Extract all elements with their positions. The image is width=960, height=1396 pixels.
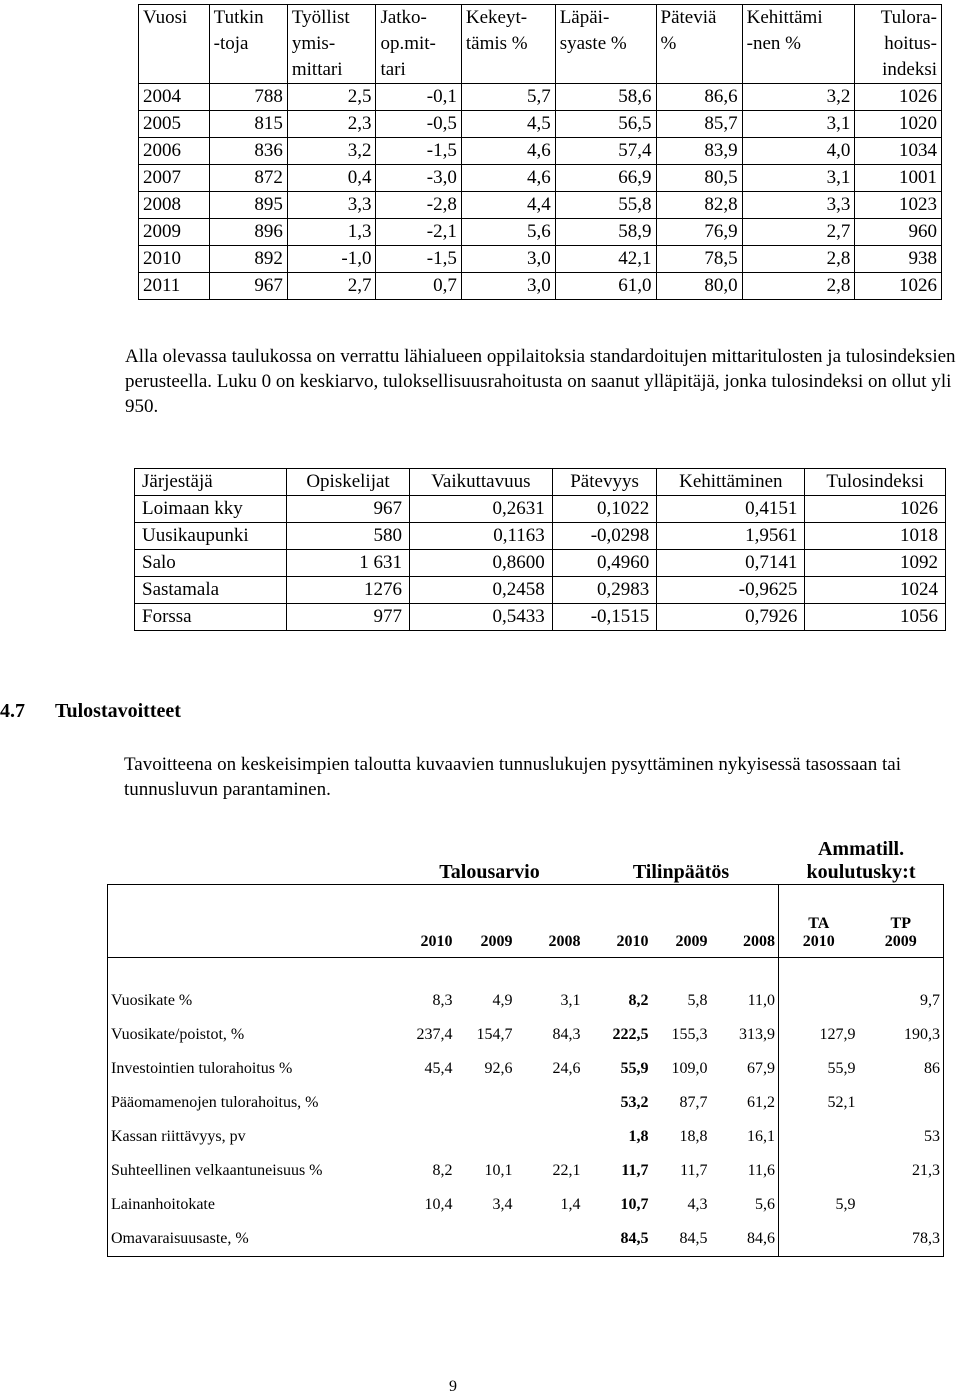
value-cell: 1026 [855, 84, 942, 111]
table-row [135, 523, 946, 550]
group-talousarvio: Talousarvio [439, 861, 540, 883]
value-cell: 5,8 [687, 992, 708, 1009]
value-cell: 42,1 [555, 246, 656, 273]
value-cell: -3,0 [376, 165, 461, 192]
value-cell: 895 [209, 192, 287, 219]
header-line: op.mit- [380, 33, 436, 54]
value-cell: 836 [209, 138, 287, 165]
group-ammatill-line2: koulutusky:t [806, 861, 916, 883]
header-line: -toja [213, 33, 249, 54]
value-cell: 2,5 [287, 84, 376, 111]
indicator-label: Omavaraisuusaste, % [108, 1222, 396, 1257]
value-cell: 0,4151 [657, 496, 805, 523]
value-cell: 80,5 [656, 165, 742, 192]
value-cell: 84,6 [711, 1222, 779, 1257]
value-cell: 3,1 [742, 111, 855, 138]
value-cell: 190,3 [859, 1018, 944, 1052]
value-cell: 892 [209, 246, 287, 273]
provider-column-header: Opiskelijat [287, 469, 410, 496]
value-cell: -1,5 [376, 138, 461, 165]
value-cell: -2,8 [376, 192, 461, 219]
results-column-header [209, 5, 287, 84]
results-table [138, 4, 942, 300]
indicator-label: Vuosikate/poistot, % [108, 1018, 396, 1052]
value-cell: -0,1 [376, 84, 461, 111]
value-cell: 0,2458 [410, 577, 553, 604]
value-cell: 8,2 [432, 1162, 453, 1179]
tp-label: TP [890, 915, 911, 932]
value-cell: 967 [287, 496, 410, 523]
table-row [108, 1120, 944, 1154]
value-cell: 83,9 [656, 138, 742, 165]
value-cell: 872 [209, 165, 287, 192]
header-line: Päteviä [660, 7, 717, 28]
value-cell: 76,9 [656, 219, 742, 246]
indicator-label: Investointien tulorahoitus % [108, 1052, 396, 1086]
value-cell: 52,1 [827, 1094, 856, 1111]
year-cell: 2007 [139, 165, 210, 192]
group-ammatill [779, 814, 944, 885]
value-cell: 580 [287, 523, 410, 550]
value-cell: 3,3 [287, 192, 376, 219]
year-header: 2008 [711, 885, 779, 958]
value-cell: 1,4 [560, 1196, 581, 1213]
value-cell [859, 1086, 944, 1120]
ta-year: 2010 [802, 933, 835, 950]
value-cell: 1 631 [287, 550, 410, 577]
provider-comparison-table [134, 468, 946, 631]
results-table-header [139, 5, 942, 84]
value-cell: 155,3 [671, 1026, 708, 1043]
table-row [139, 219, 942, 246]
financial-table-group-header [108, 814, 944, 885]
group-tilinpaatos: Tilinpäätös [632, 861, 730, 883]
table-row [108, 1222, 944, 1257]
value-cell: 3,2 [287, 138, 376, 165]
value-cell: 10,7 [620, 1196, 649, 1213]
value-cell: 237,4 [416, 1026, 453, 1043]
header-line: tämis % [465, 33, 528, 54]
value-cell: 4,0 [742, 138, 855, 165]
results-column-header [461, 5, 555, 84]
value-cell: 92,6 [484, 1060, 513, 1077]
value-cell: 4,6 [461, 138, 555, 165]
value-cell: 11,0 [711, 984, 779, 1018]
value-cell: 896 [209, 219, 287, 246]
value-cell [859, 1188, 944, 1222]
tp-header [859, 885, 944, 958]
value-cell: 22,1 [552, 1162, 581, 1179]
indicator-label: Pääomamenojen tulorahoitus, % [108, 1086, 396, 1120]
value-cell: 2,8 [742, 246, 855, 273]
value-cell: 1026 [805, 496, 946, 523]
table-row [108, 1018, 944, 1052]
table-row [139, 273, 942, 300]
section-title: Tulostavoitteet [55, 700, 181, 722]
year-header: 2010 [396, 885, 456, 958]
value-cell: 3,2 [742, 84, 855, 111]
value-cell: 67,9 [711, 1052, 779, 1086]
value-cell: 3,3 [742, 192, 855, 219]
table-row [135, 496, 946, 523]
provider-name-cell: Loimaan kky [135, 496, 287, 523]
value-cell: 127,9 [819, 1026, 856, 1043]
value-cell [779, 984, 859, 1018]
results-column-header [376, 5, 461, 84]
value-cell: 87,7 [679, 1094, 708, 1111]
header-line: hoitus- [884, 33, 937, 54]
value-cell [456, 1120, 516, 1154]
value-cell: 24,6 [552, 1060, 581, 1077]
table-row [108, 1188, 944, 1222]
value-cell: 4,5 [461, 111, 555, 138]
results-column-header [855, 5, 942, 84]
value-cell: 4,4 [461, 192, 555, 219]
value-cell: 1020 [855, 111, 942, 138]
value-cell: 11,7 [621, 1162, 649, 1179]
value-cell: 3,4 [492, 1196, 513, 1213]
financial-indicators-table [107, 814, 944, 1257]
table-row [108, 1052, 944, 1086]
header-line: tari [380, 59, 406, 80]
value-cell: 45,4 [424, 1060, 453, 1077]
year-cell: 2006 [139, 138, 210, 165]
tp-year: 2009 [884, 933, 917, 950]
value-cell: 84,5 [652, 1222, 711, 1257]
value-cell: 2,7 [287, 273, 376, 300]
table-row [139, 138, 942, 165]
value-cell [516, 1222, 584, 1257]
year-header: 2008 [516, 885, 584, 958]
value-cell: 4,6 [461, 165, 555, 192]
value-cell: 1023 [855, 192, 942, 219]
value-cell: 78,3 [859, 1222, 944, 1257]
provider-name-cell: Forssa [135, 604, 287, 631]
header-line: syaste % [559, 33, 627, 54]
value-cell: 1018 [805, 523, 946, 550]
value-cell: 4,9 [492, 992, 513, 1009]
value-cell: 109,0 [671, 1060, 708, 1077]
value-cell: 1092 [805, 550, 946, 577]
value-cell: 1026 [855, 273, 942, 300]
group-ammatill-line1: Ammatill. [817, 838, 905, 860]
value-cell: 61,2 [711, 1086, 779, 1120]
value-cell: 0,1163 [410, 523, 553, 550]
provider-name-cell: Salo [135, 550, 287, 577]
year-cell: 2005 [139, 111, 210, 138]
value-cell: 21,3 [859, 1154, 944, 1188]
results-column-header [287, 5, 376, 84]
value-cell: 1,9561 [657, 523, 805, 550]
page-number: 9 [449, 1378, 457, 1395]
header-line: Tulora- [880, 7, 937, 28]
value-cell: 10,4 [424, 1196, 453, 1213]
value-cell: 0,4960 [552, 550, 657, 577]
value-cell: 815 [209, 111, 287, 138]
value-cell: 2,3 [287, 111, 376, 138]
value-cell: 313,9 [711, 1018, 779, 1052]
year-cell: 2008 [139, 192, 210, 219]
table-row [139, 192, 942, 219]
value-cell: 56,5 [555, 111, 656, 138]
section-number: 4.7 [0, 700, 25, 722]
table-row [139, 246, 942, 273]
value-cell: 2,7 [742, 219, 855, 246]
header-line: Kekeyt- [465, 7, 528, 28]
value-cell: 1001 [855, 165, 942, 192]
value-cell: -0,0298 [552, 523, 657, 550]
value-cell: 58,6 [555, 84, 656, 111]
table-row [135, 577, 946, 604]
value-cell: 0,1022 [552, 496, 657, 523]
value-cell: 0,2631 [410, 496, 553, 523]
value-cell: -0,9625 [657, 577, 805, 604]
section-heading [0, 700, 181, 723]
value-cell: 16,1 [711, 1120, 779, 1154]
value-cell: 86 [859, 1052, 944, 1086]
header-line: -nen % [746, 33, 801, 54]
value-cell: 53,2 [620, 1094, 649, 1111]
value-cell: 82,8 [656, 192, 742, 219]
value-cell: 154,7 [476, 1026, 513, 1043]
value-cell [516, 1086, 584, 1120]
value-cell [779, 1222, 859, 1257]
value-cell: 1034 [855, 138, 942, 165]
results-column-header [555, 5, 656, 84]
value-cell: 86,6 [656, 84, 742, 111]
value-cell: 0,4 [287, 165, 376, 192]
value-cell: 1024 [805, 577, 946, 604]
value-cell: -0,1515 [552, 604, 657, 631]
value-cell: 938 [855, 246, 942, 273]
value-cell: 3,0 [461, 273, 555, 300]
value-cell: 57,4 [555, 138, 656, 165]
header-line: Työllist [291, 7, 350, 28]
value-cell: 1276 [287, 577, 410, 604]
value-cell: 11,7 [680, 1162, 708, 1179]
year-header: 2009 [456, 885, 516, 958]
value-cell: 1,8 [628, 1128, 649, 1145]
ta-label: TA [808, 915, 830, 932]
value-cell: 84,3 [552, 1026, 581, 1043]
value-cell: 4,3 [687, 1196, 708, 1213]
indicator-label: Suhteellinen velkaantuneisuus % [108, 1154, 396, 1188]
value-cell: 84,5 [584, 1222, 652, 1257]
value-cell: 5,6 [461, 219, 555, 246]
provider-name-cell: Uusikaupunki [135, 523, 287, 550]
value-cell [456, 1086, 516, 1120]
value-cell: 0,8600 [410, 550, 553, 577]
value-cell: 11,6 [711, 1154, 779, 1188]
provider-column-header: Järjestäjä [135, 469, 287, 496]
header-line: indeksi [882, 59, 937, 80]
value-cell: 0,7 [376, 273, 461, 300]
value-cell [779, 1154, 859, 1188]
value-cell: 9,7 [859, 984, 944, 1018]
header-line: Läpäi- [559, 7, 610, 28]
value-cell: 10,1 [484, 1162, 513, 1179]
value-cell [516, 1120, 584, 1154]
value-cell: 18,8 [679, 1128, 708, 1145]
year-header: 2009 [652, 885, 711, 958]
value-cell: 0,7141 [657, 550, 805, 577]
value-cell: 0,5433 [410, 604, 553, 631]
provider-name-cell: Sastamala [135, 577, 287, 604]
value-cell [396, 1222, 456, 1257]
year-header: 2010 [584, 885, 652, 958]
header-line: mittari [291, 59, 343, 80]
value-cell: 85,7 [656, 111, 742, 138]
table-row [108, 1086, 944, 1120]
value-cell: 3,1 [742, 165, 855, 192]
value-cell [396, 1120, 456, 1154]
value-cell: 5,7 [461, 84, 555, 111]
value-cell [779, 1120, 859, 1154]
value-cell: 5,6 [711, 1188, 779, 1222]
value-cell: 1,3 [287, 219, 376, 246]
value-cell: -2,1 [376, 219, 461, 246]
value-cell: 5,9 [835, 1196, 856, 1213]
header-line: Vuosi [143, 7, 188, 28]
results-column-header [656, 5, 742, 84]
value-cell: 977 [287, 604, 410, 631]
value-cell: 8,3 [432, 992, 453, 1009]
value-cell: 55,9 [620, 1060, 649, 1077]
table-row [135, 550, 946, 577]
value-cell: 66,9 [555, 165, 656, 192]
table-row [139, 165, 942, 192]
value-cell: 967 [209, 273, 287, 300]
value-cell: 0,7926 [657, 604, 805, 631]
indicator-label: Vuosikate % [108, 984, 396, 1018]
provider-column-header: Vaikuttavuus [410, 469, 553, 496]
year-cell: 2010 [139, 246, 210, 273]
value-cell: -1,5 [376, 246, 461, 273]
value-cell: 2,8 [742, 273, 855, 300]
table-row [108, 984, 944, 1018]
value-cell [456, 1222, 516, 1257]
value-cell: 55,8 [555, 192, 656, 219]
year-cell: 2004 [139, 84, 210, 111]
value-cell: 58,9 [555, 219, 656, 246]
table-row [139, 84, 942, 111]
header-line: Jatko- [380, 7, 427, 28]
value-cell: 61,0 [555, 273, 656, 300]
provider-table-header [135, 469, 946, 496]
table-row [139, 111, 942, 138]
value-cell: 960 [855, 219, 942, 246]
financial-table-year-header [108, 885, 944, 958]
results-column-header [742, 5, 855, 84]
indicator-label: Lainanhoitokate [108, 1188, 396, 1222]
year-cell: 2009 [139, 219, 210, 246]
value-cell: -0,5 [376, 111, 461, 138]
header-line: % [660, 33, 677, 54]
comparison-paragraph: Alla olevassa taulukossa on verrattu lähialueen oppilaitoksia standardoitujen mittaritulosten ja tulosindeksien perusteella. Luku 0 on keskiarvo, tuloksellisuusrahoitusta on saanut ylläpitäjä, jonka tulosindeksi on ollut yli 950. [125, 346, 956, 417]
header-line: Kehittämi [746, 7, 823, 28]
value-cell: 1056 [805, 604, 946, 631]
value-cell: 80,0 [656, 273, 742, 300]
value-cell: 53 [859, 1120, 944, 1154]
provider-column-header: Tulosindeksi [805, 469, 946, 496]
value-cell: 8,2 [628, 992, 649, 1009]
value-cell: 0,2983 [552, 577, 657, 604]
targets-paragraph: Tavoitteena on keskeisimpien taloutta kuvaavien tunnuslukujen pysyttäminen nykyisessä tasossaan tai tunnusluvun parantaminen. [124, 754, 901, 800]
header-line: Tutkin [213, 7, 264, 28]
value-cell: 78,5 [656, 246, 742, 273]
value-cell: 55,9 [827, 1060, 856, 1077]
provider-column-header: Kehittäminen [657, 469, 805, 496]
header-line: ymis- [291, 33, 336, 54]
value-cell: 788 [209, 84, 287, 111]
value-cell: 3,0 [461, 246, 555, 273]
value-cell: 3,1 [560, 992, 581, 1009]
table-row [108, 1154, 944, 1188]
value-cell [396, 1086, 456, 1120]
year-cell: 2011 [139, 273, 210, 300]
value-cell: -1,0 [287, 246, 376, 273]
value-cell: 222,5 [612, 1026, 649, 1043]
table-row [135, 604, 946, 631]
results-column-header [139, 5, 210, 84]
indicator-label: Kassan riittävyys, pv [108, 1120, 396, 1154]
provider-column-header: Pätevyys [552, 469, 657, 496]
ta-header [779, 885, 859, 958]
